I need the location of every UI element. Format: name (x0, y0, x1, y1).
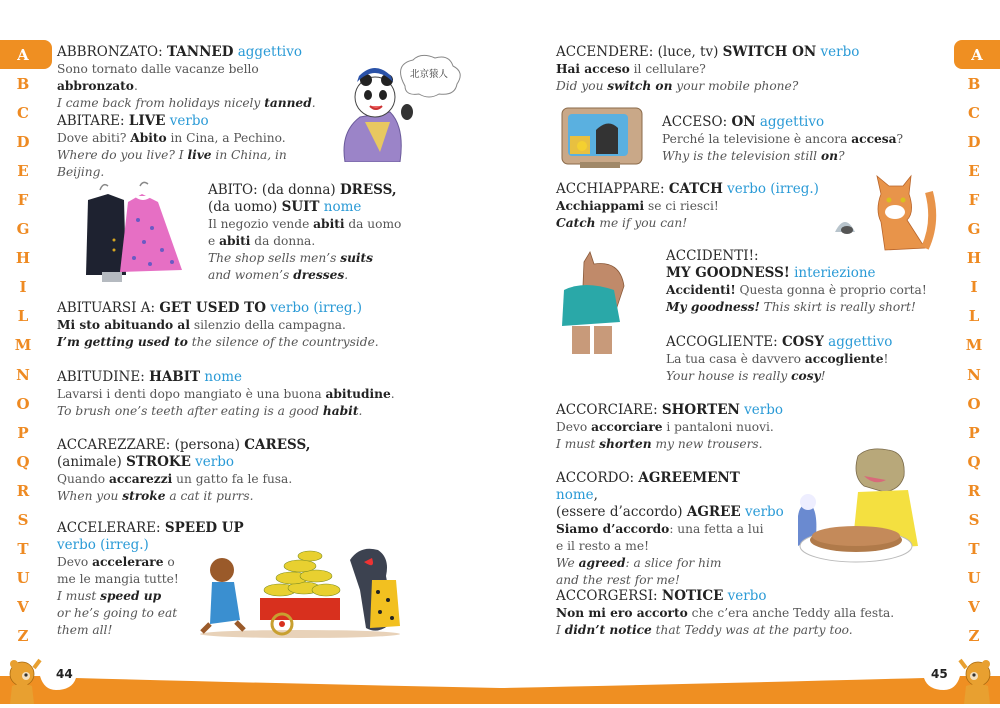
bear-mascot-left-icon (4, 656, 44, 704)
english-example: I didn’t notice that Teddy was at the party too. (556, 623, 853, 637)
alphabet-tab-p[interactable]: P (17, 423, 29, 442)
part-of-speech: verbo (744, 504, 784, 520)
part-of-speech: aggettivo (237, 44, 302, 60)
bottom-orange-band (0, 650, 1000, 704)
english-example: and women’s dresses. (208, 268, 349, 282)
italian-example: Il negozio vende abiti da uomo (208, 217, 402, 231)
alphabet-tab-i[interactable]: I (970, 278, 978, 297)
page-number-right: 45 (931, 667, 948, 681)
rhino-illustration (554, 250, 654, 360)
alphabet-tab-c[interactable]: C (17, 103, 29, 122)
english-example: Your house is really cosy! (666, 369, 826, 383)
part-of-speech: nome (556, 487, 594, 503)
alphabet-tab-n[interactable]: N (16, 365, 30, 384)
alphabet-tab-s[interactable]: S (17, 511, 29, 530)
italian-example: Mi sto abituando al silenzio della campagna. (57, 318, 346, 332)
entry-headword: ACCAREZZARE: (persona) CARESS, (57, 437, 311, 453)
alphabet-tab-s[interactable]: S (968, 511, 980, 530)
clothes-illustration (78, 180, 198, 285)
speech-bubble-text: 北京猿人 (409, 69, 448, 80)
entry-headword-line2: (da uomo) SUIT nome (208, 199, 362, 215)
english-word: LIVE (128, 113, 166, 129)
alphabet-tab-h[interactable]: H (966, 249, 982, 268)
alphabet-tab-q[interactable]: Q (16, 452, 30, 471)
alphabet-tab-e[interactable]: E (968, 161, 980, 180)
english-example: Catch me if you can! (556, 216, 688, 230)
alphabet-tab-m[interactable]: M (14, 336, 32, 355)
english-example: My goodness! This skirt is really short! (666, 300, 916, 314)
english-example: Where do you live? I live in China, in Beijing. (57, 148, 287, 179)
entry-acchiappare (556, 181, 826, 232)
entry-accorgersi (556, 588, 936, 639)
english-example: Why is the television still on? (662, 149, 845, 163)
entry-headword-line2: (animale) STROKE verbo (57, 454, 235, 470)
italian-example: La tua casa è davvero accogliente! (666, 352, 889, 366)
italian-example: me le mangia tutte! (57, 572, 179, 586)
italian-example: Accidenti! Questa gonna è proprio corta! (666, 283, 927, 297)
italian-example: Devo accorciare i pantaloni nuovi. (556, 420, 774, 434)
entry-accendere (556, 44, 896, 95)
alphabet-tab-t[interactable]: T (17, 540, 29, 559)
alphabet-tab-e[interactable]: E (17, 161, 29, 180)
part-of-speech: verbo (744, 402, 783, 418)
alphabet-tab-p[interactable]: P (968, 423, 980, 442)
monkeys-banana-cart-illustration (200, 540, 410, 640)
entry-headword: ACCORCIARE: SHORTEN verbo (556, 402, 783, 418)
alphabet-tab-f[interactable]: F (17, 191, 29, 210)
italian-example: Lavarsi i denti dopo mangiato è una buona abitudine. (57, 387, 395, 401)
italian-example: Perché la televisione è ancora accesa? (662, 132, 904, 146)
part-of-speech: verbo (irreg.) (270, 300, 363, 316)
alphabet-tab-i[interactable]: I (19, 278, 27, 297)
italian-example: e abiti da donna. (208, 234, 316, 248)
entry-abitudine (57, 369, 397, 420)
part-of-speech: nome (323, 199, 362, 215)
entry-headword: ACCORGERSI: NOTICE verbo (556, 588, 767, 604)
english-example: To brush one’s teeth after eating is a good habit. (57, 404, 363, 418)
alphabet-tab-q[interactable]: Q (967, 452, 981, 471)
entry-headword: ACCORDO: AGREEMENT nome, (556, 470, 740, 503)
alphabet-index-right (948, 40, 1000, 651)
entry-headword: ABITUDINE: HABIT nome (57, 369, 242, 385)
entry-headword (57, 113, 327, 130)
right-page (500, 0, 1000, 704)
italian-example: Hai acceso il cellulare? (556, 62, 706, 76)
english-example: The shop sells men’s suits (208, 251, 374, 265)
italian-example: Devo accelerare o (57, 555, 175, 569)
alphabet-tab-f[interactable]: F (968, 191, 980, 210)
panda-illustration (335, 52, 485, 162)
entry-headword: ACCELERARE: SPEED UP (57, 520, 244, 536)
entry-abitare (57, 113, 327, 181)
english-word: DRESS, (339, 182, 397, 198)
cat-mouse-illustration (825, 172, 940, 252)
alphabet-tab-v[interactable]: V (17, 598, 29, 617)
part-of-speech: nome (204, 369, 242, 385)
alphabet-tab-l[interactable]: L (17, 307, 29, 326)
part-of-speech: aggettivo (828, 334, 893, 350)
alphabet-tab-a[interactable]: A (0, 40, 52, 69)
english-example: I’m getting used to the silence of the countryside. (57, 335, 379, 349)
english-example: I must speed up (57, 589, 162, 603)
english-example: When you stroke a cat it purrs. (57, 489, 254, 503)
alphabet-tab-b[interactable]: B (16, 74, 30, 93)
entry-accordo (556, 470, 786, 589)
alphabet-tab-v[interactable]: V (968, 598, 980, 617)
italian-example: Dove abiti? Abito in Cina, a Pechino. (57, 131, 286, 145)
alphabet-index-left (0, 40, 52, 651)
entry-headword-line2: (essere d’accordo) AGREE verbo (556, 504, 784, 520)
english-example: or he’s going to eat (57, 606, 178, 620)
english-example: We agreed: a slice for him (556, 556, 722, 570)
part-of-speech: aggettivo (759, 114, 825, 130)
alphabet-tab-g[interactable]: G (16, 220, 30, 239)
alphabet-tab-u[interactable]: U (16, 569, 30, 588)
italian-word: ABITARE: (57, 113, 125, 129)
part-of-speech: verbo (irreg.) (57, 537, 149, 553)
part-of-speech: verbo (195, 454, 235, 470)
english-word: SUIT (281, 199, 320, 215)
entry-acceso (662, 114, 952, 165)
alphabet-tab-h[interactable]: H (15, 249, 31, 268)
left-page (0, 0, 500, 704)
alphabet-tab-u[interactable]: U (967, 569, 981, 588)
entry-accogliente (666, 334, 946, 385)
entry-headword: ACCHIAPPARE: CATCH verbo (irreg.) (556, 181, 819, 197)
alphabet-tab-z[interactable]: Z (17, 627, 29, 646)
part-of-speech: verbo (820, 44, 860, 60)
entry-accarezzare (57, 437, 397, 505)
tv-illustration (560, 106, 650, 170)
italian-example: Quando accarezzi un gatto fa le fusa. (57, 472, 293, 486)
entry-headword-line2: MY GOODNESS! interiezione (666, 265, 876, 281)
entry-headword: ACCIDENTI!: (666, 248, 759, 264)
bear-mascot-right-icon (956, 656, 996, 704)
english-example: I came back from holidays nicely tanned. (57, 96, 316, 110)
italian-example: Acchiappami se ci riesci! (556, 199, 719, 213)
alphabet-tab-c[interactable]: C (968, 103, 980, 122)
english-word: TANNED (166, 44, 234, 60)
italian-word: ABBRONZATO: (57, 44, 163, 60)
italian-example: Siamo d’accordo: una fetta a lui (556, 522, 764, 536)
entry-headword: ACCENDERE: (luce, tv) SWITCH ON verbo (556, 44, 860, 60)
alphabet-tab-t[interactable]: T (968, 540, 980, 559)
part-of-speech: verbo (169, 113, 209, 129)
entry-headword: ACCOGLIENTE: COSY aggettivo (666, 334, 893, 350)
entry-abituarsi (57, 300, 397, 351)
entry-accidenti (666, 248, 946, 316)
alphabet-tab-n[interactable]: N (967, 365, 981, 384)
english-example: them all! (57, 623, 113, 637)
italian-example: Non mi ero accorto che c’era anche Teddy alla festa. (556, 606, 895, 620)
english-example: I must shorten my new trousers. (556, 437, 763, 451)
english-example: Did you switch on your mobile phone? (556, 79, 799, 93)
page-number-left: 44 (56, 667, 73, 681)
alphabet-tab-d[interactable]: D (967, 132, 981, 151)
entry-headword: ACCESO: ON aggettivo (662, 114, 825, 130)
alphabet-tab-b[interactable]: B (967, 74, 981, 93)
alphabet-tab-g[interactable]: G (967, 220, 981, 239)
alphabet-tab-m[interactable]: M (965, 336, 983, 355)
hippo-cake-illustration (788, 446, 938, 576)
entry-abbronzato (57, 44, 327, 112)
alphabet-tab-r[interactable]: R (967, 481, 981, 500)
alphabet-tab-d[interactable]: D (16, 132, 30, 151)
alphabet-tab-l[interactable]: L (968, 307, 980, 326)
alphabet-tab-a[interactable]: A (954, 40, 1000, 69)
alphabet-tab-r[interactable]: R (16, 481, 30, 500)
entry-abito (208, 182, 408, 284)
entry-headword: ABITO: (da donna) DRESS, (208, 182, 397, 198)
entry-headword (57, 44, 327, 61)
italian-example: e il resto a me! (556, 539, 649, 553)
part-of-speech: verbo (irreg.) (727, 181, 819, 197)
part-of-speech: interiezione (794, 265, 876, 281)
alphabet-tab-z[interactable]: Z (968, 627, 980, 646)
alphabet-tab-o[interactable]: O (16, 394, 30, 413)
alphabet-tab-o[interactable]: O (967, 394, 981, 413)
english-example: and the rest for me! (556, 573, 680, 587)
entry-headword: ABITUARSI A: GET USED TO verbo (irreg.) (57, 300, 363, 316)
italian-example: Sono tornato dalle vacanze bello abbronzato. (57, 62, 259, 93)
part-of-speech: verbo (727, 588, 767, 604)
